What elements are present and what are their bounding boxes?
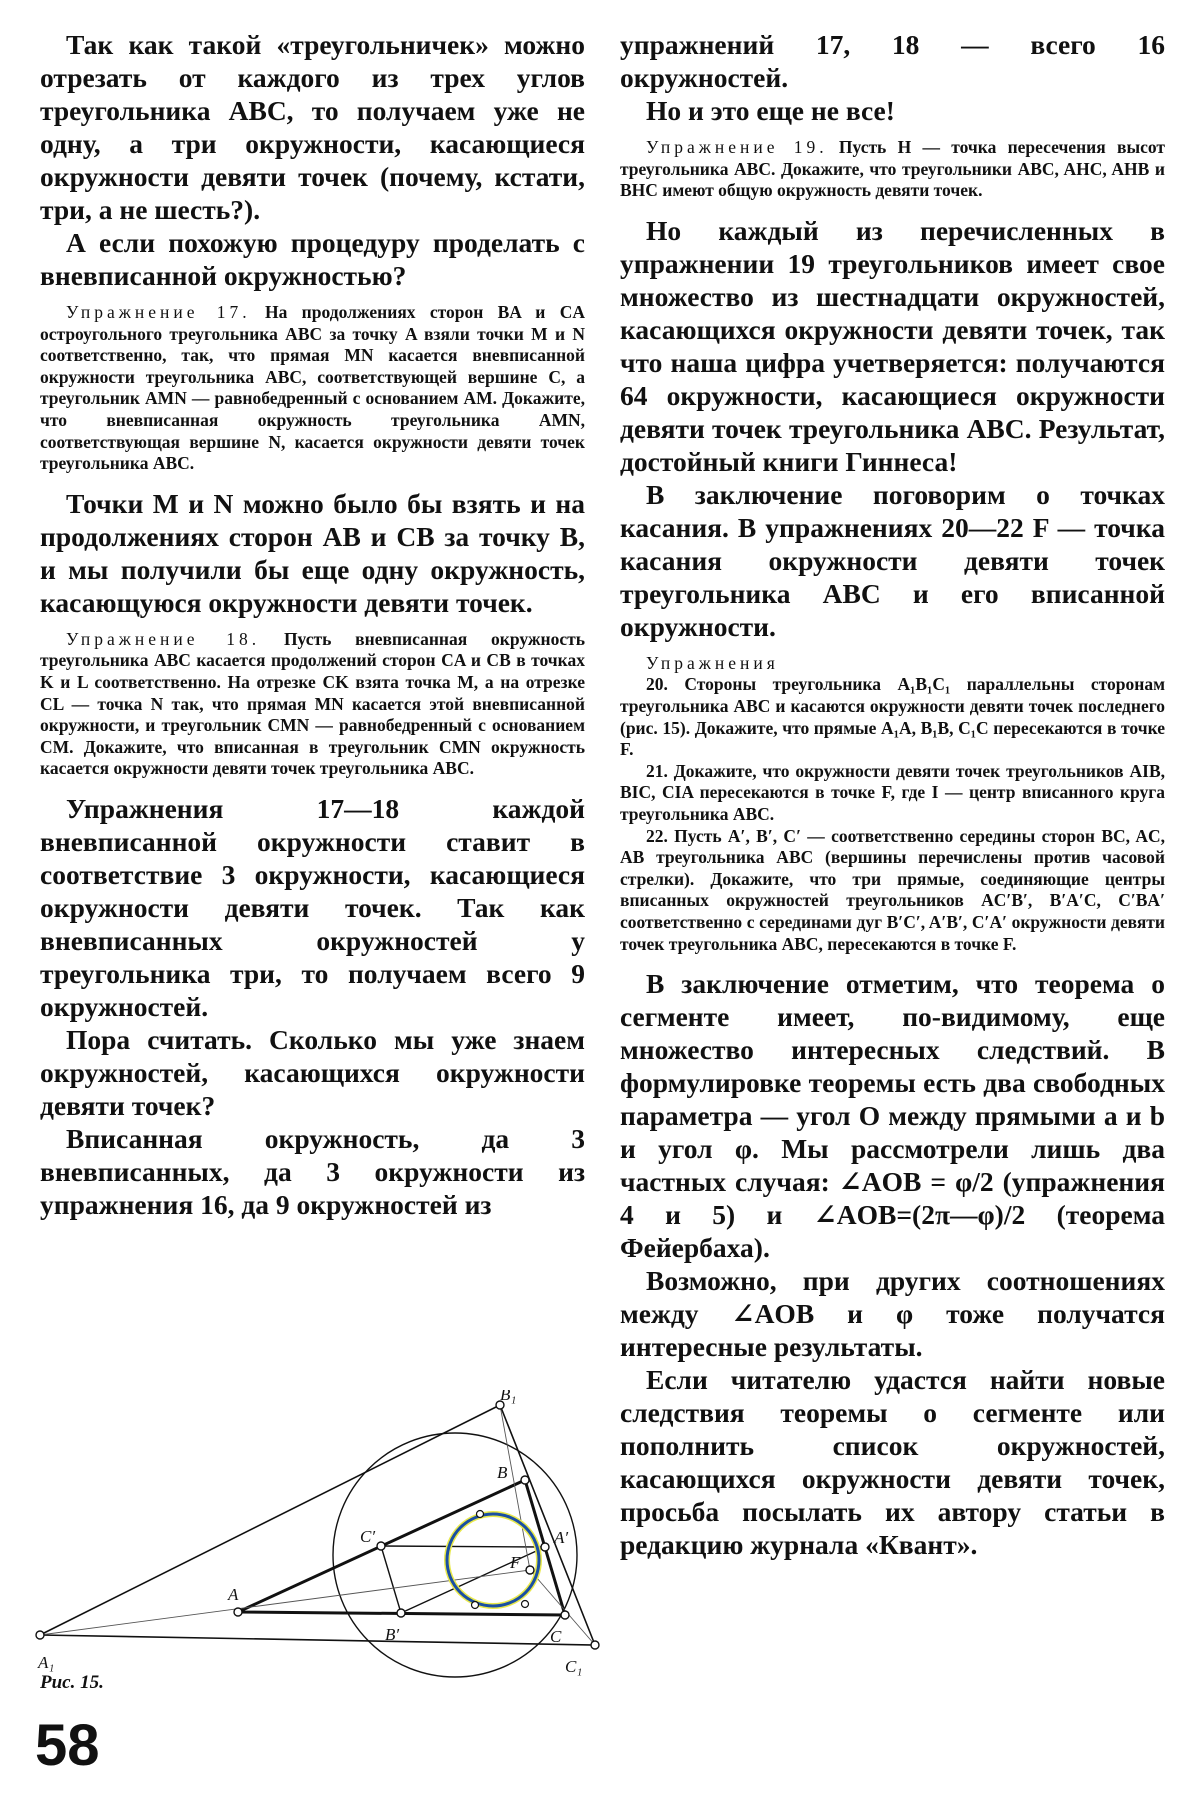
point-cp [377, 1542, 385, 1550]
triangle-a1b1c1 [40, 1405, 595, 1645]
figure-caption: Рис. 15. [40, 1672, 104, 1693]
exercise-text: Пусть вневписанная окружность треугольника ABC касается продолжений сторон CA и CB в точках K и L соответственно. На отрезке CK взята точка M, а на отрезке CL — точка N так, что прямая MN касается этой вневписанной окружности, и треугольник CMN — равнобедренный с основанием CM. Докажите, что вписанная в треугольник CMN окружность касается окружности девяти точек треугольника ABC. [40, 628, 585, 779]
label-c1: C₁ [565, 1657, 583, 1676]
label-cp: C′ [360, 1527, 376, 1546]
point-c [561, 1611, 569, 1619]
label-c: C [550, 1627, 562, 1646]
paragraph: Но и это еще не все! [646, 95, 895, 126]
exercise-heading: Упражнение 19. [646, 137, 828, 157]
exercise-text: На продолжениях сторон BA и CA остроугольного треугольника ABC за точку A взяли точки M и N соответственно, так, что прямая MN касается вневписанной окружности треугольника ABC, соответствующей вершине C, а треугольник AMN — равнобедренный с основанием AM. Докажите, что вневписанная окружность треугольника AMN, соответствующая вершине N, касается окружности девяти точек треугольника ABC. [40, 302, 585, 474]
exercise-19 [620, 137, 1165, 202]
right-column [620, 28, 1165, 1561]
paragraph: В заключение отметим, что теорема о сегменте имеет, по-видимому, еще множество интересных следствий. В формулировке теоремы есть два свободных параметра — угол O между прямыми a и b и угол φ. Мы рассмотрели лишь два частных случая: ∠AOB = φ/2 (упражнения 4 и 5) и ∠AOB=(2π—φ)/2 (теорема Фейербаха). [620, 968, 1165, 1264]
paragraph: Вписанная окружность, да 3 вневписанных, да 3 окружности из упражнения 16, да 9 окружностей из [40, 1122, 585, 1220]
paragraph: Точки M и N можно было бы взять и на продолжениях сторон AB и CB за точку B, и мы получили бы еще одну окружность, касающуюся окружности девяти точек. [40, 487, 585, 618]
exercises-20-22 [620, 653, 1165, 955]
label-a: A [228, 1585, 239, 1604]
paragraph: А если похожую процедуру проделать с вневписанной окружностью? [40, 227, 585, 291]
label-b1: B₁ [500, 1390, 517, 1404]
figure-15 [10, 1390, 610, 1690]
label-b: B [497, 1463, 508, 1482]
cevian-b1b [500, 1405, 530, 1570]
tangent-point [477, 1511, 484, 1518]
paragraph: Но каждый из перечисленных в упражнении 19 треугольников имеет свое множество из шестнадцати окружностей, касающихся окружности девяти точек, так что наша цифра учетверяется: получаются 64 окружности, касающиеся окружности девяти точек треугольника ABC. Результат, достойный книги Гиннеса! [620, 214, 1165, 477]
tangent-point [522, 1601, 529, 1608]
page-number: 58 [35, 1713, 100, 1778]
paragraph: упражнений 17, 18 — всего 16 окружностей. [620, 29, 1165, 93]
exercise-22: 22. Пусть A′, B′, C′ — соответственно середины сторон BC, AC, AB треугольника ABC (вершины перечислены против часовой стрелки). Докажите, что три прямые, соединяющие центры вписанных окружностей треугольников AC′B′, B′A′C, C′BA′ соответственно с серединами дуг B′C′, A′B′, C′A′ окружности девяти точек треугольника ABC, пересекаются в точке F. [620, 825, 1165, 954]
paragraph: Возможно, при других соотношениях между ∠AOB и φ тоже получатся интересные результаты. [620, 1265, 1165, 1363]
medial-line [381, 1546, 545, 1547]
paragraph: В заключение поговорим о точках касания. В упражнениях 20—22 F — точка касания окружности девяти точек треугольника ABC и его вписанной окружности. [620, 478, 1165, 642]
exercise-heading: Упражнение 17. [66, 302, 251, 322]
label-bp: B′ [385, 1625, 400, 1644]
exercise-18 [40, 629, 585, 780]
point-bp [397, 1609, 405, 1617]
exercise-text: Пусть H — точка пересечения высот треугольника ABC. Докажите, что треугольники ABC, AHC, AHB и BHC имеют общую окружность девяти точек. [620, 137, 1165, 201]
point-f [526, 1566, 534, 1574]
label-a1: A₁ [38, 1653, 55, 1672]
exercises-heading: Упражнения [646, 652, 779, 673]
left-column [40, 28, 585, 1221]
paragraph: Упражнения 17—18 каждой вневписанной окружности ставит в соответствие 3 окружности, касающиеся окружности девяти точек. Так как вневписанных окружностей у треугольника три, то получаем всего 9 окружностей. [40, 792, 585, 1022]
incircle [447, 1514, 539, 1606]
exercise-17 [40, 302, 585, 475]
paragraph: Если читателю удастся найти новые следствия теоремы о сегменте или пополнить список окружностей, касающихся окружности девяти точек, просьба посылать их автору статьи в редакцию журнала «Квант». [620, 1364, 1165, 1561]
cevian-c1c [530, 1570, 595, 1645]
point-a1 [36, 1631, 44, 1639]
point-b [521, 1476, 529, 1484]
point-a [234, 1608, 242, 1616]
medial-line [381, 1546, 401, 1613]
paragraph: Так как такой «треугольничек» можно отрезать от каждого из трех углов треугольника ABC, то получаем уже не одну, а три окружности, касающиеся окружности девяти точек (почему, кстати, три, а не шесть?). [40, 29, 585, 225]
paragraph: Пора считать. Сколько мы уже знаем окружностей, касающихся окружности девяти точек? [40, 1023, 585, 1121]
exercise-heading: Упражнение 18. [66, 628, 261, 649]
label-ap: A′ [554, 1528, 569, 1547]
tangent-point [472, 1602, 479, 1609]
label-f: F [510, 1553, 521, 1572]
cevian-a1a [40, 1570, 530, 1635]
exercise-21: 21. Докажите, что окружности девяти точек треугольников AIB, BIC, CIA пересекаются в точке F, где I — центр вписанного круга треугольника ABC. [620, 760, 1165, 824]
point-c1 [591, 1641, 599, 1649]
point-ap [541, 1543, 549, 1551]
exercise-20: 20. Стороны треугольника A₁B₁C₁ параллельны сторонам треугольника ABC и касаются окружности девяти точек последнего (рис. 15). Докажите, что прямые A₁A, B₁B, C₁C пересекаются в точке F. [620, 674, 1165, 760]
